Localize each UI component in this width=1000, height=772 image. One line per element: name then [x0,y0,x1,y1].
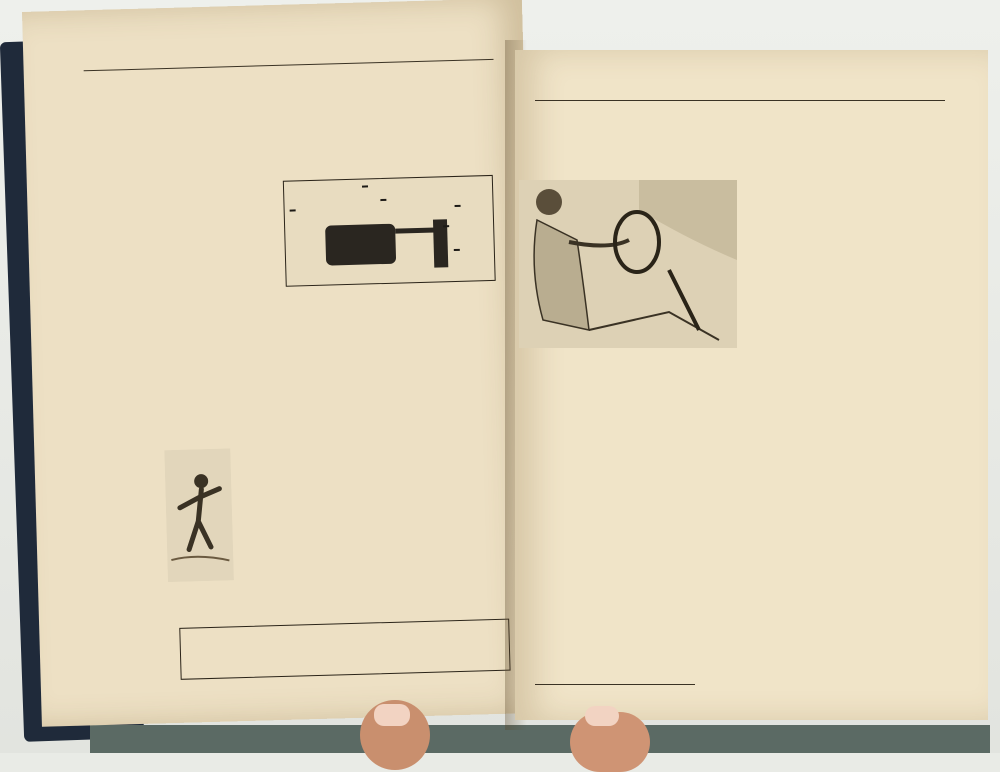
engine-cooling-diagram [283,175,496,287]
right-page [515,50,988,720]
right-head-rule [535,100,945,101]
diagram-label-water-pump [443,225,449,227]
diagram-label-radiator [454,249,460,251]
left-head-rule [84,59,494,71]
diagram-label-bypass [455,205,461,207]
diagram-label-thermostat [362,185,368,187]
diagram-label-radiator-top [380,199,386,201]
driver-illustration [519,180,737,348]
book-bottom-edge [90,725,990,753]
left-thumbnail [374,704,410,726]
coolant-pipe [395,228,435,234]
engine-shape [325,224,396,266]
footnote-rule [535,684,695,685]
runner-sketch-illustration [164,448,234,582]
left-page [22,0,542,727]
diagram-label-water-warms [290,209,296,211]
carbon-monoxide-note [179,619,510,680]
right-thumbnail [585,706,619,726]
